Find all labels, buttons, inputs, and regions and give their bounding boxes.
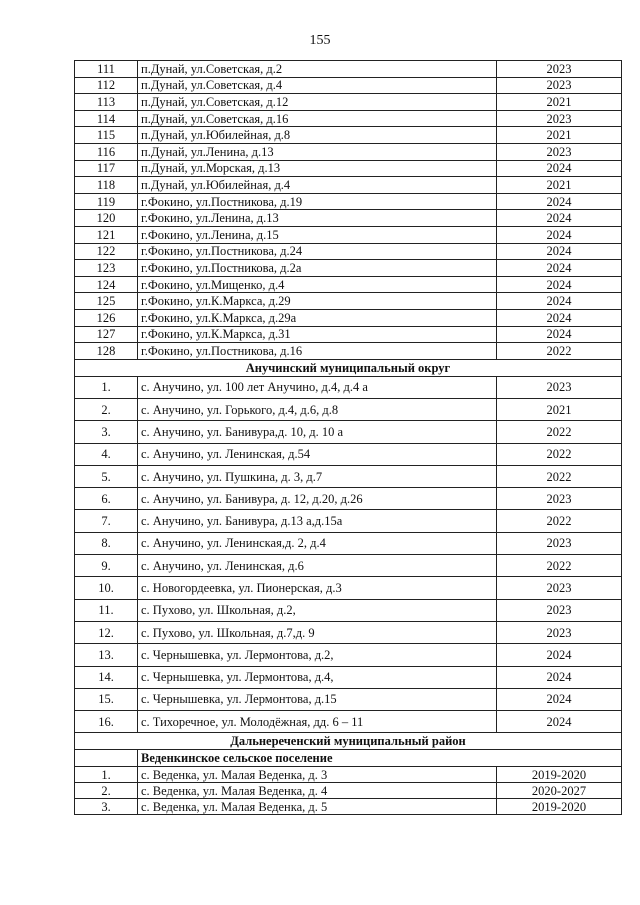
table-row <box>75 644 622 666</box>
table-row <box>75 510 622 532</box>
address-cell: с. Анучино, ул. Ленинская,д. 2, д.4 <box>138 532 497 554</box>
address-cell: п.Дунай, ул.Юбилейная, д.8 <box>138 127 497 144</box>
number-cell: 124 <box>75 276 138 293</box>
number-cell: 16. <box>75 711 138 733</box>
number-cell: 112 <box>75 77 138 94</box>
table-row <box>75 127 622 144</box>
year-cell: 2024 <box>497 243 622 260</box>
table-row <box>75 376 622 398</box>
year-cell: 2023 <box>497 532 622 554</box>
year-cell: 2024 <box>497 276 622 293</box>
year-cell: 2023 <box>497 621 622 643</box>
table-row <box>75 443 622 465</box>
page-number: 155 <box>309 33 331 48</box>
table-row <box>75 621 622 643</box>
year-cell: 2024 <box>497 644 622 666</box>
address-cell: с. Анучино, ул. 100 лет Анучино, д.4, д.4 а <box>138 376 497 398</box>
number-cell: 114 <box>75 110 138 127</box>
year-cell: 2021 <box>497 127 622 144</box>
number-cell: 8. <box>75 532 138 554</box>
number-cell: 2. <box>75 398 138 420</box>
address-cell: с. Тихоречное, ул. Молодёжная, дд. 6 – 11 <box>138 711 497 733</box>
address-cell: г.Фокино, ул.Постникова, д.24 <box>138 243 497 260</box>
address-cell: с. Чернышевка, ул. Лермонтова, д.2, <box>138 644 497 666</box>
year-cell: 2019-2020 <box>497 799 622 815</box>
year-cell: 2021 <box>497 94 622 111</box>
table-row <box>75 343 622 360</box>
address-cell: с. Чернышевка, ул. Лермонтова, д.15 <box>138 688 497 710</box>
address-cell: с. Анучино, ул. Пушкина, д. 3, д.7 <box>138 465 497 487</box>
table-row <box>75 177 622 194</box>
year-cell: 2023 <box>497 376 622 398</box>
year-cell: 2023 <box>497 61 622 78</box>
number-cell: 1. <box>75 767 138 783</box>
number-cell: 13. <box>75 644 138 666</box>
table-row <box>75 767 622 783</box>
number-cell: 113 <box>75 94 138 111</box>
year-cell: 2024 <box>497 688 622 710</box>
year-cell: 2024 <box>497 193 622 210</box>
number-cell: 126 <box>75 309 138 326</box>
number-cell: 119 <box>75 193 138 210</box>
year-cell: 2024 <box>497 160 622 177</box>
table-row <box>75 276 622 293</box>
address-cell: п.Дунай, ул.Советская, д.16 <box>138 110 497 127</box>
number-cell: 14. <box>75 666 138 688</box>
number-cell: 116 <box>75 143 138 160</box>
address-cell: с. Анучино, ул. Горького, д.4, д.6, д.8 <box>138 398 497 420</box>
year-cell: 2023 <box>497 488 622 510</box>
table-row <box>75 555 622 577</box>
number-cell: 2. <box>75 783 138 799</box>
year-cell: 2022 <box>497 443 622 465</box>
table-row <box>75 532 622 554</box>
table-row <box>75 421 622 443</box>
table-row <box>75 193 622 210</box>
number-cell: 5. <box>75 465 138 487</box>
address-cell: с. Пухово, ул. Школьная, д.7,д. 9 <box>138 621 497 643</box>
address-cell: г.Фокино, ул.Ленина, д.15 <box>138 226 497 243</box>
year-cell: 2022 <box>497 465 622 487</box>
address-cell: с. Анучино, ул. Ленинская, д.54 <box>138 443 497 465</box>
year-cell: 2022 <box>497 343 622 360</box>
number-cell: 121 <box>75 226 138 243</box>
number-cell: 11. <box>75 599 138 621</box>
number-cell: 4. <box>75 443 138 465</box>
subsection-heading: Веденкинское сельское поселение <box>138 750 622 767</box>
table-row <box>75 210 622 227</box>
year-cell: 2022 <box>497 510 622 532</box>
year-cell: 2023 <box>497 599 622 621</box>
year-cell: 2024 <box>497 260 622 277</box>
address-cell: с. Анучино, ул. Банивура, д.13 а,д.15а <box>138 510 497 532</box>
table-row <box>75 799 622 815</box>
year-cell: 2024 <box>497 293 622 310</box>
year-cell: 2023 <box>497 77 622 94</box>
address-cell: п.Дунай, ул.Советская, д.2 <box>138 61 497 78</box>
table-row <box>75 61 622 78</box>
address-cell: г.Фокино, ул.Постникова, д.2а <box>138 260 497 277</box>
year-cell: 2024 <box>497 226 622 243</box>
number-cell: 12. <box>75 621 138 643</box>
year-cell: 2021 <box>497 177 622 194</box>
section-heading: Анучинский муниципальный округ <box>75 359 622 376</box>
number-cell: 15. <box>75 688 138 710</box>
number-cell: 117 <box>75 160 138 177</box>
table-row <box>75 398 622 420</box>
table-row <box>75 465 622 487</box>
year-cell: 2022 <box>497 555 622 577</box>
number-cell: 3. <box>75 799 138 815</box>
address-cell: п.Дунай, ул.Ленина, д.13 <box>138 143 497 160</box>
table-row <box>75 783 622 799</box>
number-cell: 122 <box>75 243 138 260</box>
year-cell: 2024 <box>497 210 622 227</box>
address-cell: г.Фокино, ул.Постникова, д.16 <box>138 343 497 360</box>
address-cell: с. Анучино, ул. Банивура, д. 12, д.20, д.26 <box>138 488 497 510</box>
table-row <box>75 688 622 710</box>
housing-register-table <box>74 60 622 815</box>
number-cell: 118 <box>75 177 138 194</box>
year-cell: 2021 <box>497 398 622 420</box>
table-row <box>75 260 622 277</box>
table-row <box>75 293 622 310</box>
address-cell: г.Фокино, ул.Постникова, д.19 <box>138 193 497 210</box>
address-cell: г.Фокино, ул.Мищенко, д.4 <box>138 276 497 293</box>
table-row <box>75 599 622 621</box>
empty-cell <box>75 750 138 767</box>
address-cell: г.Фокино, ул.К.Маркса, д.31 <box>138 326 497 343</box>
address-cell: с. Веденка, ул. Малая Веденка, д. 5 <box>138 799 497 815</box>
table-row <box>75 326 622 343</box>
table-body <box>75 61 622 815</box>
year-cell: 2024 <box>497 711 622 733</box>
number-cell: 10. <box>75 577 138 599</box>
number-cell: 6. <box>75 488 138 510</box>
year-cell: 2024 <box>497 666 622 688</box>
subsection-row <box>75 750 622 767</box>
number-cell: 128 <box>75 343 138 360</box>
number-cell: 115 <box>75 127 138 144</box>
address-cell: с. Анучино, ул. Банивура,д. 10, д. 10 а <box>138 421 497 443</box>
table-row <box>75 143 622 160</box>
number-cell: 125 <box>75 293 138 310</box>
address-cell: г.Фокино, ул.К.Маркса, д.29 <box>138 293 497 310</box>
table-row <box>75 577 622 599</box>
number-cell: 9. <box>75 555 138 577</box>
address-cell: с. Пухово, ул. Школьная, д.2, <box>138 599 497 621</box>
table-row <box>75 110 622 127</box>
number-cell: 123 <box>75 260 138 277</box>
table-row <box>75 711 622 733</box>
address-cell: г.Фокино, ул.К.Маркса, д.29а <box>138 309 497 326</box>
address-cell: п.Дунай, ул.Морская, д.13 <box>138 160 497 177</box>
number-cell: 127 <box>75 326 138 343</box>
address-cell: с. Новогордеевка, ул. Пионерская, д.3 <box>138 577 497 599</box>
number-cell: 111 <box>75 61 138 78</box>
address-cell: г.Фокино, ул.Ленина, д.13 <box>138 210 497 227</box>
table-row <box>75 243 622 260</box>
number-cell: 120 <box>75 210 138 227</box>
address-cell: с. Чернышевка, ул. Лермонтова, д.4, <box>138 666 497 688</box>
year-cell: 2019-2020 <box>497 767 622 783</box>
table-row <box>75 226 622 243</box>
address-cell: с. Анучино, ул. Ленинская, д.6 <box>138 555 497 577</box>
year-cell: 2023 <box>497 143 622 160</box>
address-cell: с. Веденка, ул. Малая Веденка, д. 3 <box>138 767 497 783</box>
year-cell: 2023 <box>497 577 622 599</box>
number-cell: 3. <box>75 421 138 443</box>
year-cell: 2024 <box>497 326 622 343</box>
section-row <box>75 733 622 750</box>
address-cell: п.Дунай, ул.Советская, д.12 <box>138 94 497 111</box>
section-row <box>75 359 622 376</box>
section-heading: Дальнереченский муниципальный район <box>75 733 622 750</box>
address-cell: с. Веденка, ул. Малая Веденка, д. 4 <box>138 783 497 799</box>
table-row <box>75 77 622 94</box>
number-cell: 1. <box>75 376 138 398</box>
address-cell: п.Дунай, ул.Советская, д.4 <box>138 77 497 94</box>
year-cell: 2020-2027 <box>497 783 622 799</box>
year-cell: 2024 <box>497 309 622 326</box>
number-cell: 7. <box>75 510 138 532</box>
year-cell: 2022 <box>497 421 622 443</box>
table-row <box>75 94 622 111</box>
table-row <box>75 666 622 688</box>
address-cell: п.Дунай, ул.Юбилейная, д.4 <box>138 177 497 194</box>
table-row <box>75 488 622 510</box>
table-row <box>75 309 622 326</box>
year-cell: 2023 <box>497 110 622 127</box>
table-row <box>75 160 622 177</box>
